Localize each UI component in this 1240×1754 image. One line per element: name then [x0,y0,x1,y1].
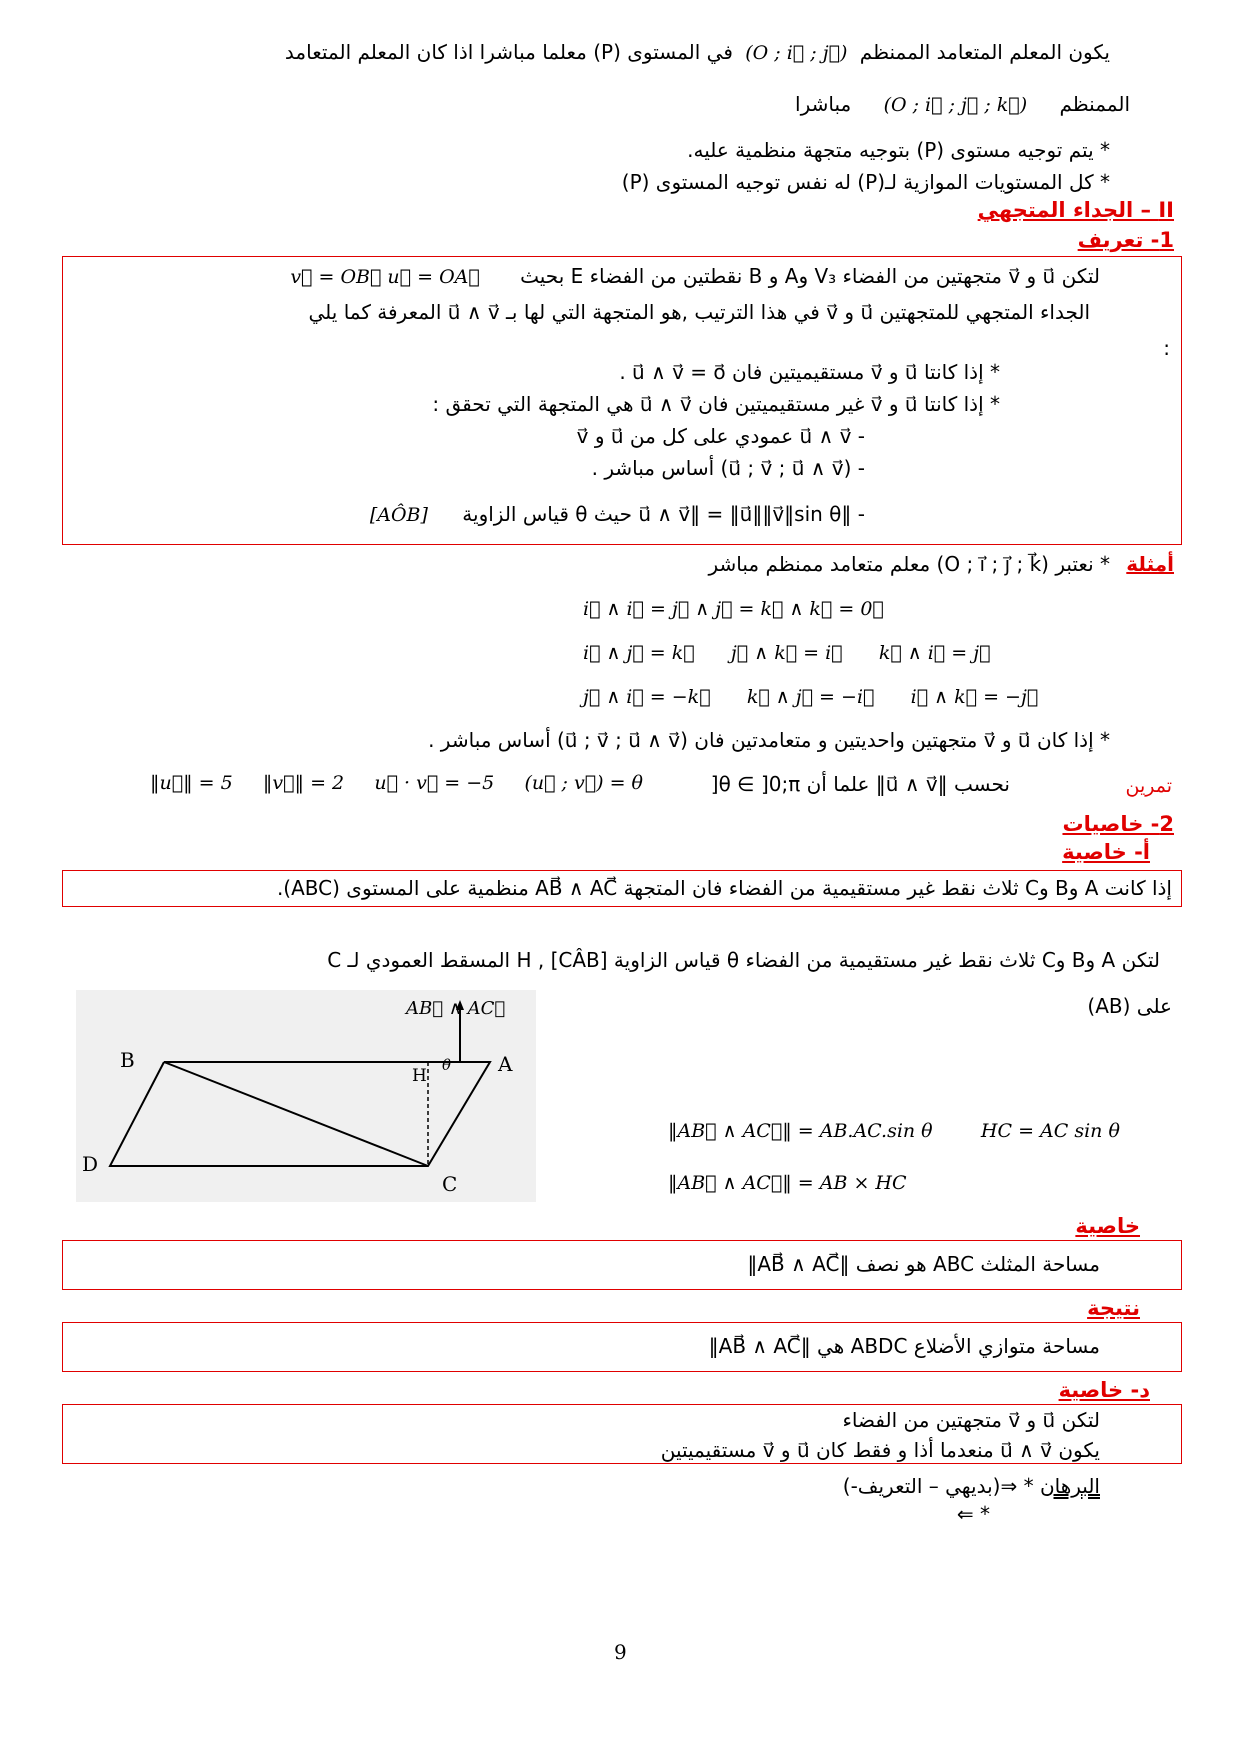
point-a-label: A [498,1052,513,1076]
intro-bullet-1: * يتم توجيه مستوى (P) بتوجيه متجهة منظمية عليه. [687,138,1110,162]
proof-line-1 [843,1474,1100,1498]
property-a-title: أ- خاصية [1062,840,1150,864]
exercise-label: تمرين [1125,775,1172,797]
intro-line-2-text2: مباشرا [795,92,852,116]
intro-line-1-text: يكون المعلم المتعامد الممنظم [859,40,1110,64]
point-d-label: D [82,1152,99,1176]
parallelogram-outline [110,1062,490,1166]
result-text: مساحة متوازي الأضلاع ABDC هي ‖AB⃗ ∧ AC⃗‖ [708,1334,1100,1358]
property-d-line-2: يكون u⃗ ∧ v⃗ منعدما أذا و فقط كان u⃗ و v⃗ مستقيميتين [660,1438,1100,1462]
exercise-text: نحسب ‖u⃗ ∧ v⃗‖ علما أن θ ∈ ]0;π[ [710,772,1010,796]
intro-line-1-math: (O ; i⃗ ; j⃗) [745,42,848,64]
properties-para-2: على (AB) [1087,994,1172,1018]
page-number: 9 [614,1640,627,1664]
figure-vector-label: AB⃗ ∧ AC⃗ [406,998,506,1019]
property-a-text: إذا كانت A وB وC ثلاث نقط غير مستقيمية من الفضاء فان المتجهة AB⃗ ∧ AC⃗ منظمية على المستوى (ABC). [276,876,1172,900]
result-title: نتيجة [1087,1296,1140,1320]
definition-heading: 1- تعريف [1077,228,1174,252]
formula-2: ‖AB⃗ ∧ AC⃗‖ = AB × HC [668,1172,907,1194]
properties-title: 2- خاصيات [1062,812,1174,836]
definition-line-4: * إذا كانتا u⃗ و v⃗ مستقيميتين فان u⃗ ∧ v⃗ = o⃗ . [619,360,1000,384]
formula-1: ‖AB⃗ ∧ AC⃗‖ = AB.AC.sin θ HC = AC sin θ [668,1120,1120,1142]
examples-eq-3: j⃗ ∧ i⃗ = −k⃗ k⃗ ∧ j⃗ = −i⃗ i⃗ ∧ k⃗ = −j⃗ [583,686,1039,708]
definition-line-1 [290,264,1100,288]
examples-intro: * نعتبر (O ; i⃗ ; j⃗ ; k⃗) معلم متعامد ممنظم مباشر [708,552,1110,576]
definition-line-8-text: - ‖u⃗ ∧ v⃗‖ = ‖u⃗‖‖v⃗‖sin θ حيث θ قياس الزاوية [462,502,865,526]
proof-line-2: * ⇐ [956,1502,990,1526]
examples-eq-1: i⃗ ∧ i⃗ = j⃗ ∧ j⃗ = k⃗ ∧ k⃗ = 0⃗ [583,598,884,620]
definition-line-7: - (u⃗ ; v⃗ ; u⃗ ∧ v⃗) أساس مباشر . [591,456,865,480]
definition-line-5: * إذا كانتا u⃗ و v⃗ غير مستقيميتين فان u⃗ ∧ v⃗ هي المتجهة التي تحقق : [432,392,1000,416]
proof-line-1-text: * ⇒(بديهي – التعريف-) [842,1474,1034,1498]
exercise-math: ‖u⃗‖ = 5 ‖v⃗‖ = 2 u⃗ · v⃗ = −5 (u⃗ ; v⃗) = θ [150,772,643,794]
angle-aob: [AÔB] [369,504,428,526]
intro-bullet-2: * كل المستويات الموازية لـ(P) له نفس توجيه المستوى (P) [621,170,1110,194]
property-d-title: د- خاصية [1058,1378,1150,1402]
property-b-text: مساحة المثلث ABC هو نصف ‖AB⃗ ∧ AC⃗‖ [747,1252,1100,1276]
definition-line-1-math: v⃗ = OB⃗ u⃗ = OA⃗ [290,266,480,288]
intro-line-1 [285,40,1110,64]
parallelogram-figure [60,990,550,1210]
examples-note: * إذا كان u⃗ و v⃗ متجهتين واحديتين و متعامدتين فان (u⃗ ; v⃗ ; u⃗ ∧ v⃗) أساس مباشر . [428,728,1110,752]
definition-line-3: : [1163,336,1170,360]
proof-label: البرهان [1039,1474,1100,1498]
intro-line-2-text: الممنظم [1059,92,1130,116]
point-c-label: C [442,1172,458,1196]
section-title: II – الجداء المتجهي [977,198,1174,222]
properties-para-1: لتكن A وB وC ثلاث نقط غير مستقيمية من الفضاء θ قياس الزاوية [CÂB] , H المسقط العمودي لـ C [327,948,1160,972]
definition-line-6: - u⃗ ∧ v⃗ عمودي على كل من u⃗ و v⃗ [576,424,865,448]
examples-eq-2: i⃗ ∧ j⃗ = k⃗ j⃗ ∧ k⃗ = i⃗ k⃗ ∧ i⃗ = j⃗ [583,642,991,664]
definition-line-2: الجداء المتجهي للمتجهتين u⃗ و v⃗ في هذا الترتيب ,هو المتجهة التي لها بـ u⃗ ∧ v⃗ المعرفة كما يلي [308,300,1090,324]
intro-line-2 [795,92,1130,116]
definition-line-1-text: لتكن u⃗ و v⃗ متجهتين من الفضاء V₃ وA و B نقطتين من الفضاء E بحيث [520,264,1100,288]
intro-line-2-math: (O ; i⃗ ; j⃗ ; k⃗) [883,94,1028,116]
examples-label: أمثلة [1126,552,1174,576]
property-b-title: خاصية [1075,1214,1140,1238]
intro-line-1-text2: في المستوى (P) معلما مباشرا اذا كان المعلم المتعامد [284,40,733,64]
point-b-label: B [120,1048,135,1072]
definition-line-8 [370,502,865,526]
angle-theta-label: θ [442,1056,452,1074]
diagonal-bc [164,1062,428,1166]
point-h-label: H [412,1066,427,1086]
property-d-line-1: لتكن u⃗ و v⃗ متجهتين من الفضاء [842,1408,1100,1432]
